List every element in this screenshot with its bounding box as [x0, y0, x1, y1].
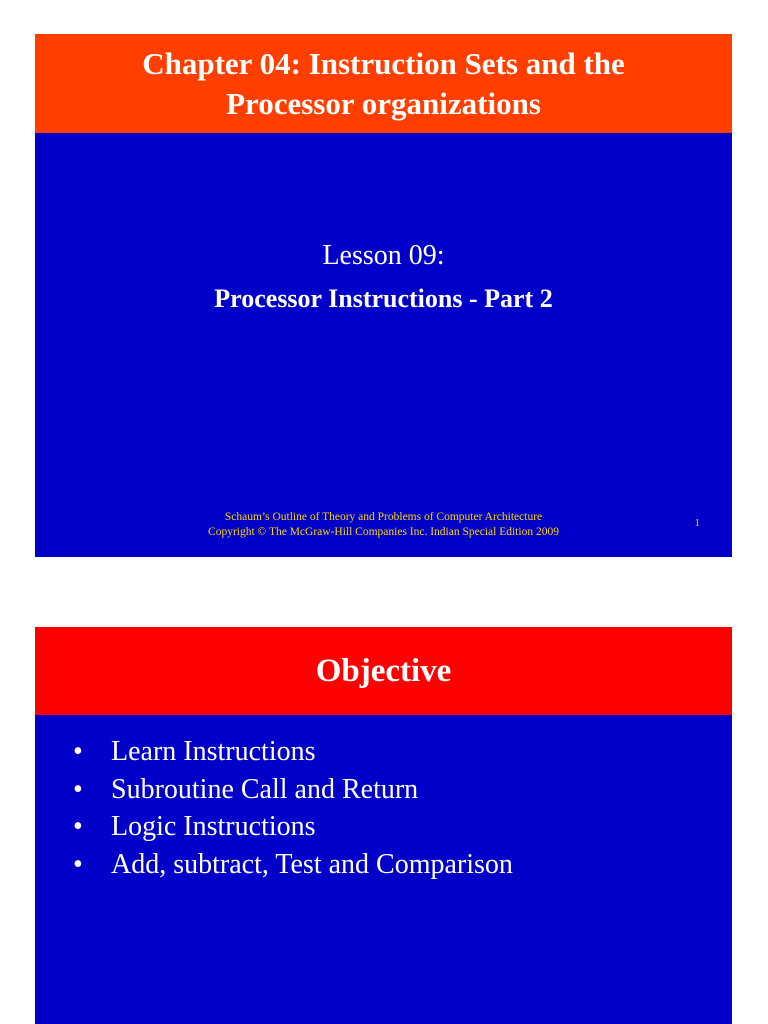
- bullet-icon: •: [73, 811, 83, 842]
- lesson-number: Lesson 09:: [322, 240, 445, 271]
- slide-2-title-bar: [35, 627, 732, 715]
- slide-1-footer: [35, 510, 732, 540]
- lesson-subtitle: Processor Instructions - Part 2: [214, 284, 553, 313]
- list-item: [73, 808, 513, 846]
- slide-1-title-line-2: Processor organizations: [226, 85, 541, 121]
- bullet-text: Subroutine Call and Return: [111, 773, 419, 805]
- bullet-icon: •: [73, 848, 83, 880]
- page-number: 1: [694, 517, 700, 529]
- slide-1-title: [142, 44, 625, 124]
- slide-2: [35, 627, 732, 1024]
- slide-1: [35, 34, 732, 557]
- bullet-icon: •: [73, 736, 83, 767]
- list-item: [73, 733, 513, 771]
- slide-1-title-bar: [35, 34, 732, 133]
- bullet-text: Add, subtract, Test and Comparison: [111, 848, 513, 880]
- slide-1-title-line-1: Chapter 04: Instruction Sets and the: [142, 45, 625, 81]
- bullet-icon: •: [73, 773, 83, 805]
- list-item: [73, 771, 513, 809]
- footer-book-title: Schaum’s Outline of Theory and Problems of Computer Architecture: [224, 511, 543, 523]
- bullet-text: Logic Instructions: [111, 811, 316, 842]
- footer-copyright: Copyright © The McGraw-Hill Companies Inc. Indian Special Edition 2009: [208, 526, 559, 538]
- objective-bullet-list: [73, 733, 513, 883]
- bullet-text: Learn Instructions: [111, 736, 316, 767]
- list-item: [73, 846, 513, 884]
- slide-2-title: Objective: [315, 652, 452, 689]
